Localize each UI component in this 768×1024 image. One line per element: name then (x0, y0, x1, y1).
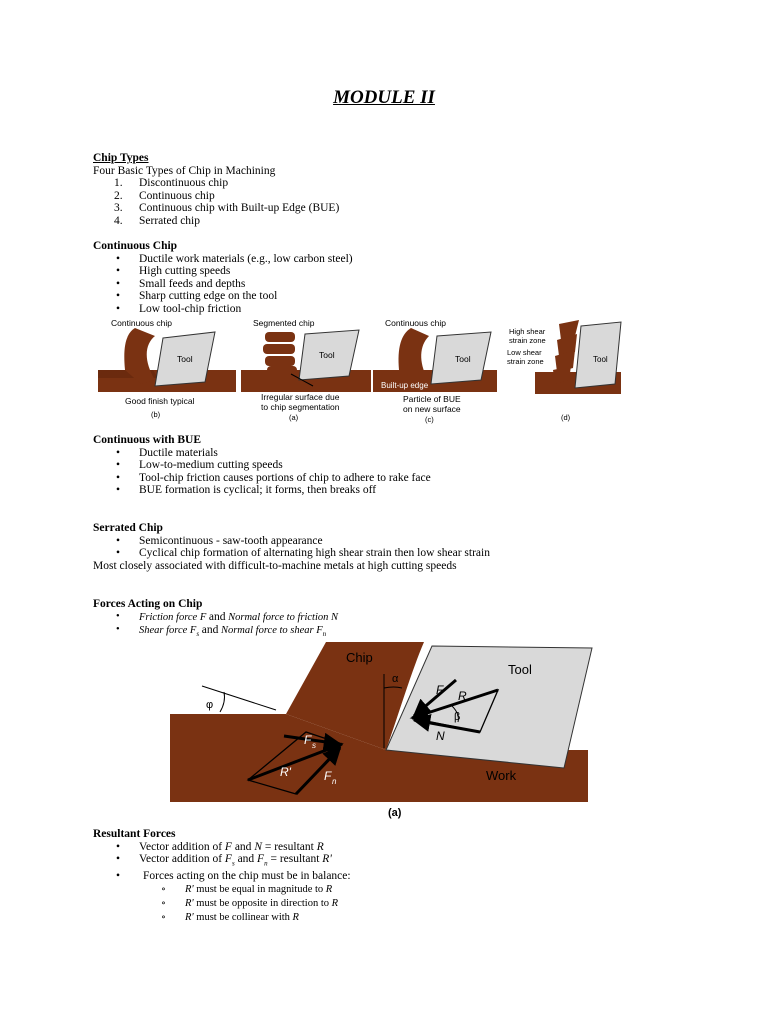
resultant-section (93, 828, 693, 925)
serrated-chip-section (93, 522, 693, 572)
svg-text:to chip segmentation: to chip segmentation (261, 402, 340, 412)
svg-text:Continuous chip: Continuous chip (385, 318, 446, 328)
resultant-list (93, 841, 693, 883)
panel-segmented-chip (241, 318, 371, 422)
list-item: • Semicontinuous - saw-tooth appearance (93, 535, 693, 548)
svg-text:(b): (b) (151, 410, 161, 419)
list-item: 3. Continuous chip with Built-up Edge (BUE) (114, 202, 340, 215)
svg-text:Tool: Tool (455, 354, 471, 364)
work-label: Work (486, 768, 517, 783)
list-item: 1. Discontinuous chip (114, 177, 229, 190)
svg-text:Tool: Tool (593, 355, 608, 364)
list-item: • Sharp cutting edge on the tool (93, 290, 693, 303)
forces-list (93, 611, 693, 641)
chip-label: Chip (346, 650, 373, 665)
list-item: ∘ R' must be collinear with R (93, 911, 693, 925)
continuous-bue-section (93, 434, 693, 497)
force-diagram (168, 640, 616, 820)
list-item: • BUE formation is cyclical; it forms, then breaks off (93, 484, 693, 497)
chip-types-list (93, 177, 693, 227)
list-item: • Forces acting on the chip must be in balance: (93, 870, 693, 883)
svg-text:Irregular surface due: Irregular surface due (261, 392, 340, 402)
svg-text:s: s (312, 741, 316, 750)
svg-text:Segmented chip: Segmented chip (253, 318, 315, 328)
forces-heading: Forces Acting on Chip (93, 598, 203, 610)
list-item: • High cutting speeds (93, 265, 693, 278)
forces-section (93, 598, 693, 641)
chip-types-heading: Chip Types (93, 152, 149, 164)
serrated-chip-list (93, 535, 693, 560)
list-item: 4. Serrated chip (114, 214, 200, 227)
serrated-chip-note: Most closely associated with difficult-to-machine metals at high cutting speeds (93, 559, 457, 572)
svg-text:F: F (324, 769, 332, 783)
chip-types-section (93, 152, 693, 228)
svg-text:β: β (454, 711, 461, 723)
list-item: • Ductile materials (93, 447, 693, 460)
list-item: • Vector addition of $F_s$ and $F_n$ = resultant R' (93, 853, 693, 870)
svg-text:n: n (332, 777, 337, 786)
tool-label: Tool (508, 662, 532, 677)
resultant-heading: Resultant Forces (93, 828, 176, 840)
panel-serrated-chip (507, 320, 621, 422)
continuous-bue-list (93, 447, 693, 497)
svg-text:N: N (436, 729, 445, 743)
balance-sublist (93, 883, 693, 925)
panel-bue-chip (373, 318, 497, 424)
list-item: • Shear force $F_s$ and Normal force to shear $F_n$ (93, 624, 693, 641)
tool-shape (386, 646, 592, 768)
svg-text:R': R' (280, 765, 291, 779)
svg-text:Particle of BUE: Particle of BUE (403, 394, 461, 404)
continuous-bue-heading: Continuous with BUE (93, 434, 202, 446)
svg-text:F: F (436, 683, 444, 697)
page-title: MODULE II (333, 87, 435, 108)
svg-text:Low shear: Low shear (507, 348, 542, 357)
list-item: ∘ R' must be opposite in direction to R (93, 897, 693, 911)
figure-caption: (a) (388, 807, 402, 819)
svg-text:F: F (304, 733, 312, 747)
serrated-chip-heading: Serrated Chip (93, 522, 163, 534)
svg-text:Built-up edge: Built-up edge (381, 381, 429, 390)
svg-text:(a): (a) (289, 413, 299, 422)
svg-text:strain zone: strain zone (507, 357, 544, 366)
svg-text:strain zone: strain zone (509, 336, 546, 345)
phi-label: φ (206, 699, 214, 711)
list-item: • Small feeds and depths (93, 278, 693, 291)
list-item: • Friction force F and Normal force to friction N (93, 611, 693, 625)
list-item: ∘ R' must be equal in magnitude to R (93, 883, 693, 897)
list-item: 2. Continuous chip (114, 189, 215, 202)
svg-text:(d): (d) (561, 413, 571, 422)
list-item: • Tool-chip friction causes portions of chip to adhere to rake face (93, 472, 693, 485)
panel-label: Continuous chip (111, 318, 172, 328)
continuous-chip-heading: Continuous Chip (93, 240, 178, 252)
svg-text:High shear: High shear (509, 327, 546, 336)
svg-text:Tool: Tool (177, 354, 193, 364)
svg-text:on new surface: on new surface (403, 404, 461, 414)
panel-continuous-chip (98, 318, 236, 419)
alpha-label: α (392, 673, 399, 685)
list-item: • Low tool-chip friction (93, 303, 693, 316)
svg-text:Good finish typical: Good finish typical (125, 396, 195, 406)
list-item: • Cyclical chip formation of alternating high shear strain then low shear strain (93, 547, 693, 560)
list-item: • Ductile work materials (e.g., low carbon steel) (93, 253, 693, 266)
svg-text:(c): (c) (425, 415, 434, 424)
list-item: • Low-to-medium cutting speeds (93, 459, 693, 472)
list-item: • Vector addition of F and N = resultant R (93, 841, 693, 854)
chip-types-figure (93, 314, 623, 426)
svg-text:Tool: Tool (319, 350, 335, 360)
chip-types-intro: Four Basic Types of Chip in Machining (93, 164, 276, 177)
continuous-chip-list (93, 253, 693, 316)
svg-text:R: R (458, 689, 467, 703)
continuous-chip-section (93, 240, 693, 316)
